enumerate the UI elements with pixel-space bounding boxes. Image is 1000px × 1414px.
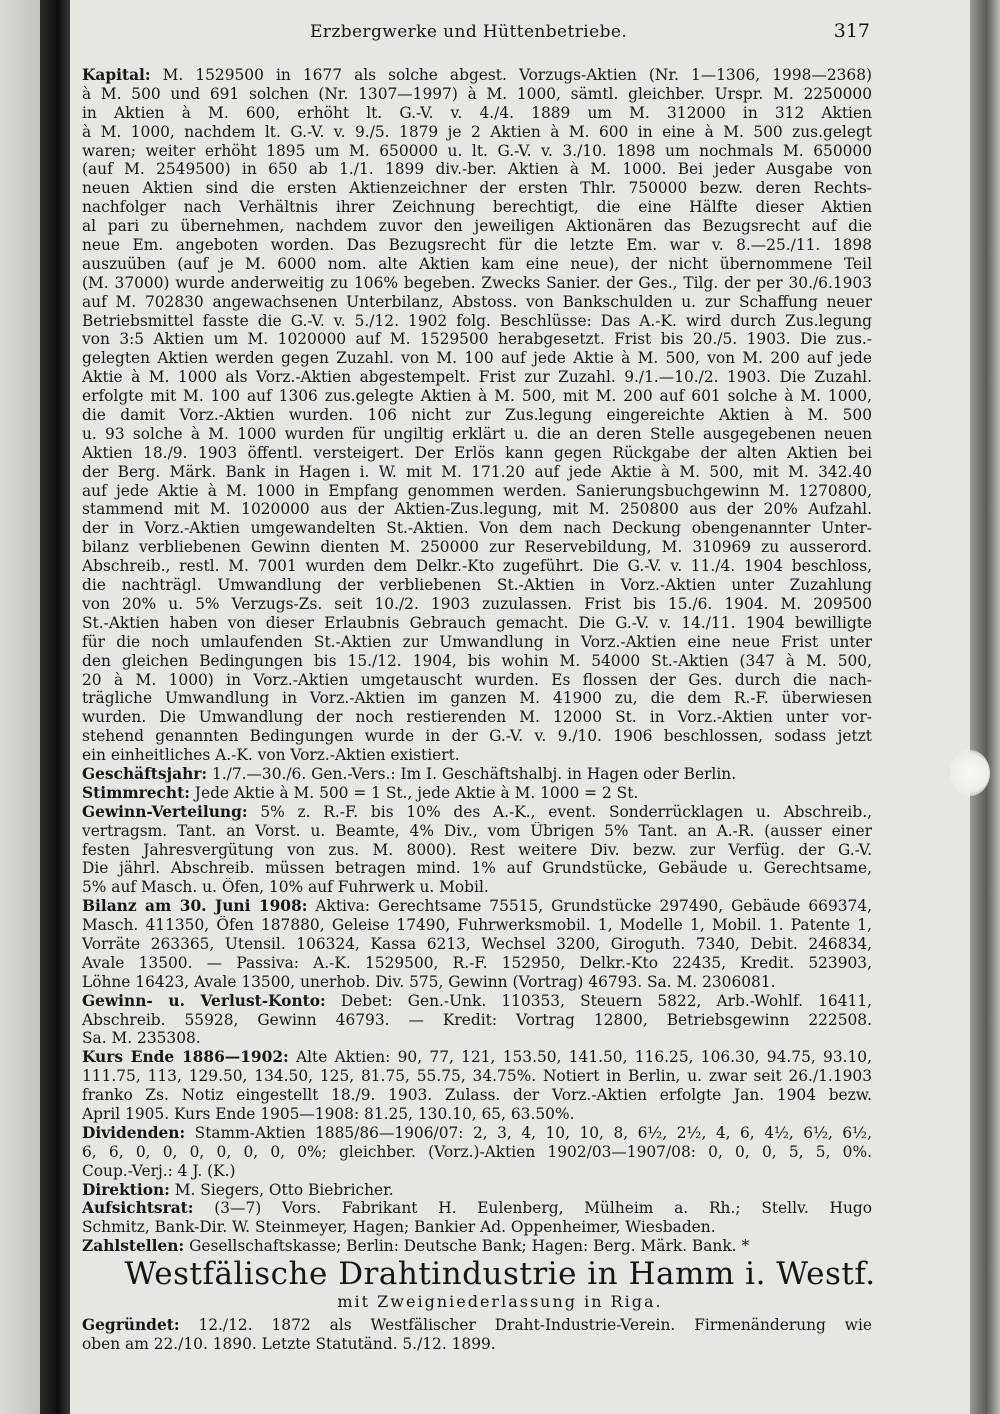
text-line <box>82 482 872 501</box>
text-line <box>82 104 872 123</box>
line-text: (3—7) Vors. Fabrikant H. Eulenberg, Mülheim a. Rh.; Stellv. Hugo <box>193 1199 872 1218</box>
line-text: neue Em. angeboten worden. Das Bezugsrecht für die letzte Em. war v. 8.—25./11. 1898 <box>82 236 872 255</box>
line-text: von 3:5 Aktien um M. 1020000 auf M. 1529500 herabgesetzt. Frist bis 20./5. 1903. Die zus.- <box>82 330 872 349</box>
line-text: (M. 37000) wurde anderweitig zu 106% begeben. Zwecks Sanier. der Ges., Tilg. der per 30./6.1903 <box>82 273 872 292</box>
text-line <box>82 123 872 142</box>
text-line <box>82 859 872 878</box>
text-line <box>82 557 872 576</box>
book-spine-shadow <box>40 0 70 1414</box>
section-label: Geschäftsjahr: <box>82 764 208 783</box>
book-page <box>70 0 970 1414</box>
line-text: festen Jahresvergütung von zus. M. 8000). Rest weitere Div. bezw. zur Verfüg. der G.-V. <box>82 840 872 859</box>
text-line <box>82 1124 872 1143</box>
line-text: franko Zs. Notiz eingestellt 18./9. 1903. Zulass. der Vorz.-Aktien erfolgte Jan. 1904 bezw. <box>82 1086 872 1105</box>
text-line <box>82 1218 872 1237</box>
line-text: M. Siegers, Otto Biebricher. <box>169 1180 394 1199</box>
line-text: in Aktien à M. 600, erhöht lt. G.-V. v. 4./4. 1889 um M. 312000 in 312 Aktien <box>82 103 872 122</box>
text-line <box>82 1143 872 1162</box>
text-line <box>82 897 872 916</box>
text-line <box>82 689 872 708</box>
line-text: auf jede Aktie à M. 1000 in Empfang genommen werden. Sanierungsbuchgewinn M. 1270800, <box>82 481 872 500</box>
line-text: à M. 500 und 691 solchen (Nr. 1307—1997) à M. 1000, sämtl. gleichber. Urspr. M. 2250000 <box>82 84 872 103</box>
right-page-edge <box>970 0 1000 1414</box>
line-text: Masch. 411350, Öfen 187880, Geleise 17490, Fuhrwerksmobil. 1, Modelle 1, Mobil. 1. Patente 1, <box>82 916 872 935</box>
text-line <box>82 217 872 236</box>
running-title: Erzbergwerke und Hüttenbetriebe. <box>310 22 628 42</box>
text-line <box>82 1316 872 1335</box>
text-line <box>82 444 872 463</box>
text-line <box>82 1181 872 1200</box>
text-line <box>82 614 872 633</box>
text-line <box>82 1237 872 1256</box>
line-text: stehend genannten Bedingungen wurde in der G.-V. v. 9./10. 1906 beschlossen, sodass jetzt <box>82 727 872 746</box>
section-label: Gewinn-Verteilung: <box>82 802 248 821</box>
text-line <box>82 973 872 992</box>
line-text: vertragsm. Tant. an Vorst. u. Beamte, 4% Div., vom Übrigen 5% Tant. an A.-R. (ausser einer <box>82 821 872 840</box>
line-text: nachfolger nach Verhältnis ihrer Zeichnung berechtigt, die eine Hälfte dieser Aktien <box>82 198 872 217</box>
line-text: wurden. Die Umwandlung der noch restierenden M. 12000 St. in Vorz.-Aktien unter vor- <box>82 708 872 727</box>
line-text: 5% auf Masch. u. Öfen, 10% auf Fuhrwerk u. Mobil. <box>82 878 489 897</box>
line-text: waren; weiter erhöht 1895 um M. 650000 u. lt. G.-V. v. 3./10. 1898 um nochmals M. 650000 <box>82 141 872 160</box>
text-line <box>82 841 872 860</box>
text-line <box>82 1029 872 1048</box>
text-line <box>82 142 872 161</box>
page-number: 317 <box>833 20 870 42</box>
line-text: Aktie à M. 1000 als Vorz.-Aktien abgestempelt. Frist zur Zuzahl. 9./1.—10./2. 1903. Die Zuzahl. <box>82 368 872 387</box>
text-line <box>82 652 872 671</box>
text-line <box>82 85 872 104</box>
text-line <box>82 1086 872 1105</box>
text-line <box>82 160 872 179</box>
line-text: die damit Vorz.-Aktien wurden. 106 nicht zur Zus.legung eingereichte Aktien à M. 500 <box>82 406 872 425</box>
text-line <box>82 500 872 519</box>
text-line <box>82 1048 872 1067</box>
text-line <box>82 1199 872 1218</box>
company-entry-body <box>82 66 872 1256</box>
line-text: Sa. M. 235308. <box>82 1029 201 1048</box>
text-line <box>82 1105 872 1124</box>
line-text: von 20% u. 5% Verzugs-Zs. seit 10./2. 1903 zuzulassen. Frist bis 15./6. 1904. M. 209500 <box>82 594 872 613</box>
text-line <box>82 236 872 255</box>
line-text: 1./7.—30./6. Gen.-Vers.: Im I. Geschäftshalbj. in Hagen oder Berlin. <box>207 764 737 783</box>
text-line <box>82 822 872 841</box>
line-text: neuen Aktien sind die ersten Aktienzeichner der ersten Thlr. 750000 bezw. deren Rechts- <box>82 179 872 198</box>
line-text: gelegten Aktien werden gegen Zuzahl. von M. 100 auf jede Aktie à M. 500, von M. 200 auf jede <box>82 349 872 368</box>
line-text: al pari zu übernehmen, nachdem zuvor den jeweiligen Aktionären das Bezugsrecht auf die <box>82 217 872 236</box>
line-text: Schmitz, Bank-Dir. W. Steinmeyer, Hagen; Bankier Ad. Oppenheimer, Wiesbaden. <box>82 1218 716 1237</box>
text-line <box>82 66 872 85</box>
text-line <box>82 803 872 822</box>
text-line <box>82 916 872 935</box>
section-label: Kapital: <box>82 66 151 84</box>
line-text: bilanz verbliebenen Gewinn dienten M. 250000 zur Reservebildung, M. 310969 zu ausserord. <box>82 538 872 557</box>
line-text: Abschreib. 55928, Gewinn 46793. — Kredit: Vortrag 12800, Betriebsgewinn 222508. <box>82 1010 872 1029</box>
text-line <box>82 349 872 368</box>
line-text: den gleichen Bedingungen bis 15./12. 1904, bis wohin M. 54000 St.-Aktien (347 à M. 500, <box>82 651 872 670</box>
line-text: trägliche Umwandlung in Vorz.-Aktien im ganzen M. 41900 zu, die dem R.-F. überwiesen <box>82 689 872 708</box>
text-line <box>82 1011 872 1030</box>
section-label: Aufsichtsrat: <box>82 1199 194 1218</box>
text-line <box>82 935 872 954</box>
line-text: 20 à M. 1000) in Vorz.-Aktien umgetauscht wurden. Es flossen der Ges. durch die nach- <box>82 670 872 689</box>
line-text: der in Vorz.-Aktien umgewandelten St.-Aktien. Von dem nach Deckung obengenannter Unter- <box>82 519 872 538</box>
line-text: oben am 22./10. 1890. Letzte Statutänd. 5./12. 1899. <box>82 1335 496 1353</box>
page-header <box>70 20 970 48</box>
section-label: Dividenden: <box>82 1123 186 1142</box>
line-text: Aktien 18./9. 1903 öffentl. versteigert. Der Erlös kann gegen Rückgabe der alten Aktien bei <box>82 443 872 462</box>
line-text: Jede Aktie à M. 500 = 1 St., jede Aktie à M. 1000 = 2 St. <box>189 783 639 802</box>
line-text: Aktiva: Gerechtsame 75515, Grundstücke 297490, Gebäude 669374, <box>307 897 872 916</box>
text-line <box>82 406 872 425</box>
line-text: Avale 13500. — Passiva: A.-K. 1529500, R.-F. 152950, Delkr.-Kto 22435, Kredit. 523903, <box>82 953 872 972</box>
line-text: der Berg. Märk. Bank in Hagen i. W. mit M. 171.20 auf jede Aktie à M. 500, mit M. 342.40 <box>82 462 872 481</box>
line-text: Betriebsmittel fasste die G.-V. v. 5./12. 1902 folg. Beschlüsse: Das A.-K. wird durch Zus.legung <box>82 311 872 330</box>
text-line <box>82 330 872 349</box>
line-text: für die noch umlaufenden St.-Aktien zur Umwandlung in Vorz.-Aktien eine neue Frist unter <box>82 632 872 651</box>
text-line <box>82 1162 872 1181</box>
section-label: Kurs Ende 1886—1902: <box>82 1048 289 1067</box>
line-text: Gesellschaftskasse; Berlin: Deutsche Bank; Hagen: Berg. Märk. Bank. * <box>184 1237 750 1256</box>
section-label: Bilanz am 30. Juni 1908: <box>82 897 308 916</box>
section-label: Gegründet: <box>82 1316 180 1334</box>
company-heading: Westfälische Drahtindustrie in Hamm i. Westf. <box>124 1256 876 1292</box>
section-label: Zahlstellen: <box>82 1237 185 1256</box>
text-line <box>82 595 872 614</box>
line-text: Stamm-Aktien 1885/86—1906/07: 2, 3, 4, 10, 10, 8, 6½, 2½, 4, 6, 4½, 6½, 6½, <box>185 1123 872 1142</box>
company-subheading: mit Zweigniederlassung in Riga. <box>337 1292 663 1311</box>
text-line <box>82 1335 872 1354</box>
section-label: Gewinn- u. Verlust-Konto: <box>82 991 326 1010</box>
text-line <box>82 992 872 1011</box>
text-line <box>82 198 872 217</box>
text-line <box>82 519 872 538</box>
line-text: erfolgte mit M. 100 auf 1306 zus.gelegte Aktien à M. 500, mit M. 200 auf 601 solche à M. 1000, <box>82 387 872 406</box>
line-text: auszuüben (auf je M. 6000 nom. alte Aktien kam eine neue), der nicht übernommene Teil <box>82 254 872 273</box>
text-line <box>82 425 872 444</box>
line-text: Vorräte 263365, Utensil. 106324, Kassa 6213, Wechsel 3200, Giroguth. 7340, Debit. 246834, <box>82 934 872 953</box>
text-line <box>82 1067 872 1086</box>
text-line <box>82 368 872 387</box>
line-text: Alte Aktien: 90, 77, 121, 153.50, 141.50, 116.25, 106.30, 94.75, 93.10, <box>288 1048 872 1067</box>
line-text: 111.75, 113, 129.50, 134.50, 125, 81.75, 55.75, 34.75%. Notiert in Berlin, u. zwar seit 26./1.1903 <box>82 1067 872 1086</box>
scan-left-margin <box>0 0 40 1414</box>
text-line <box>82 312 872 331</box>
line-text: die nachträgl. Umwandlung der verbliebenen St.-Aktien in Vorz.-Aktien unter Zuzahlung <box>82 576 872 595</box>
text-line <box>82 727 872 746</box>
line-text: Coup.-Verj.: 4 J. (K.) <box>82 1161 236 1180</box>
line-text: 12./12. 1872 als Westfälischer Draht-Industrie-Verein. Firmenänderung wie <box>179 1316 872 1334</box>
text-line <box>82 954 872 973</box>
line-text: 5% z. R.-F. bis 10% des A.-K., event. Sonderrücklagen u. Abschreib., <box>247 802 872 821</box>
line-text: Debet: Gen.-Unk. 110353, Steuern 5822, Arb.-Wohlf. 16411, <box>325 991 872 1010</box>
text-line <box>82 179 872 198</box>
company-founded-section <box>82 1316 872 1354</box>
line-text: à M. 1000, nachdem lt. G.-V. v. 9./5. 1879 je 2 Aktien à M. 600 in eine à M. 500 zus.gelegt <box>82 122 872 141</box>
line-text: St.-Aktien haben von dieser Erlaubnis Gebrauch gemacht. Die G.-V. v. 14./11. 1904 bewilligte <box>82 613 872 632</box>
line-text: M. 1529500 in 1677 als solche abgest. Vorzugs-Aktien (Nr. 1—1306, 1998—2368) <box>150 66 872 84</box>
text-line <box>82 633 872 652</box>
text-line <box>82 538 872 557</box>
line-text: Abschreib., restl. M. 7001 wurden dem Delkr.-Kto zugeführt. Die G.-V. v. 11./4. 1904 beschloss, <box>82 557 872 576</box>
line-text: April 1905. Kurs Ende 1905—1908: 81.25, 130.10, 65, 63.50%. <box>82 1104 575 1123</box>
text-line <box>82 463 872 482</box>
text-line <box>82 708 872 727</box>
text-line <box>82 671 872 690</box>
text-line <box>82 878 872 897</box>
text-line <box>82 784 872 803</box>
text-line <box>82 293 872 312</box>
paper-blemish <box>950 750 990 796</box>
text-line <box>82 387 872 406</box>
line-text: stammend mit M. 1020000 aus der Aktien-Zus.legung, mit M. 250800 aus der 20% Aufzahl. <box>82 500 872 519</box>
section-label: Direktion: <box>82 1180 170 1199</box>
line-text: Die jährl. Abschreib. müssen betragen mind. 1% auf Grundstücke, Gebäude u. Gerechtsame, <box>82 859 872 878</box>
text-line <box>82 746 872 765</box>
line-text: u. 93 solche à M. 1000 wurden für ungiltig erklärt u. die an deren Stelle ausgegebenen neuen <box>82 424 872 443</box>
line-text: Löhne 16423, Avale 13500, unerhob. Div. 575, Gewinn (Vortrag) 46793. Sa. M. 2306081. <box>82 972 776 991</box>
text-line <box>82 576 872 595</box>
line-text: auf M. 702830 angewachsenen Unterbilanz, Abstoss. von Bankschulden u. zur Schaffung neuer <box>82 292 872 311</box>
line-text: (auf M. 2549500) in 650 ab 1./1. 1899 div.-ber. Aktien à M. 1000. Bei jeder Ausgabe von <box>82 160 872 179</box>
line-text: ein einheitliches A.-K. von Vorz.-Aktien existiert. <box>82 746 460 765</box>
section-label: Stimmrecht: <box>82 783 190 802</box>
text-line <box>82 255 872 274</box>
line-text: 6, 6, 0, 0, 0, 0, 0, 0, 0%; gleichber. (Vorz.)-Aktien 1902/03—1907/08: 0, 0, 0, 5, 5, 0%. <box>82 1142 872 1161</box>
text-line <box>82 765 872 784</box>
text-line <box>82 274 872 293</box>
